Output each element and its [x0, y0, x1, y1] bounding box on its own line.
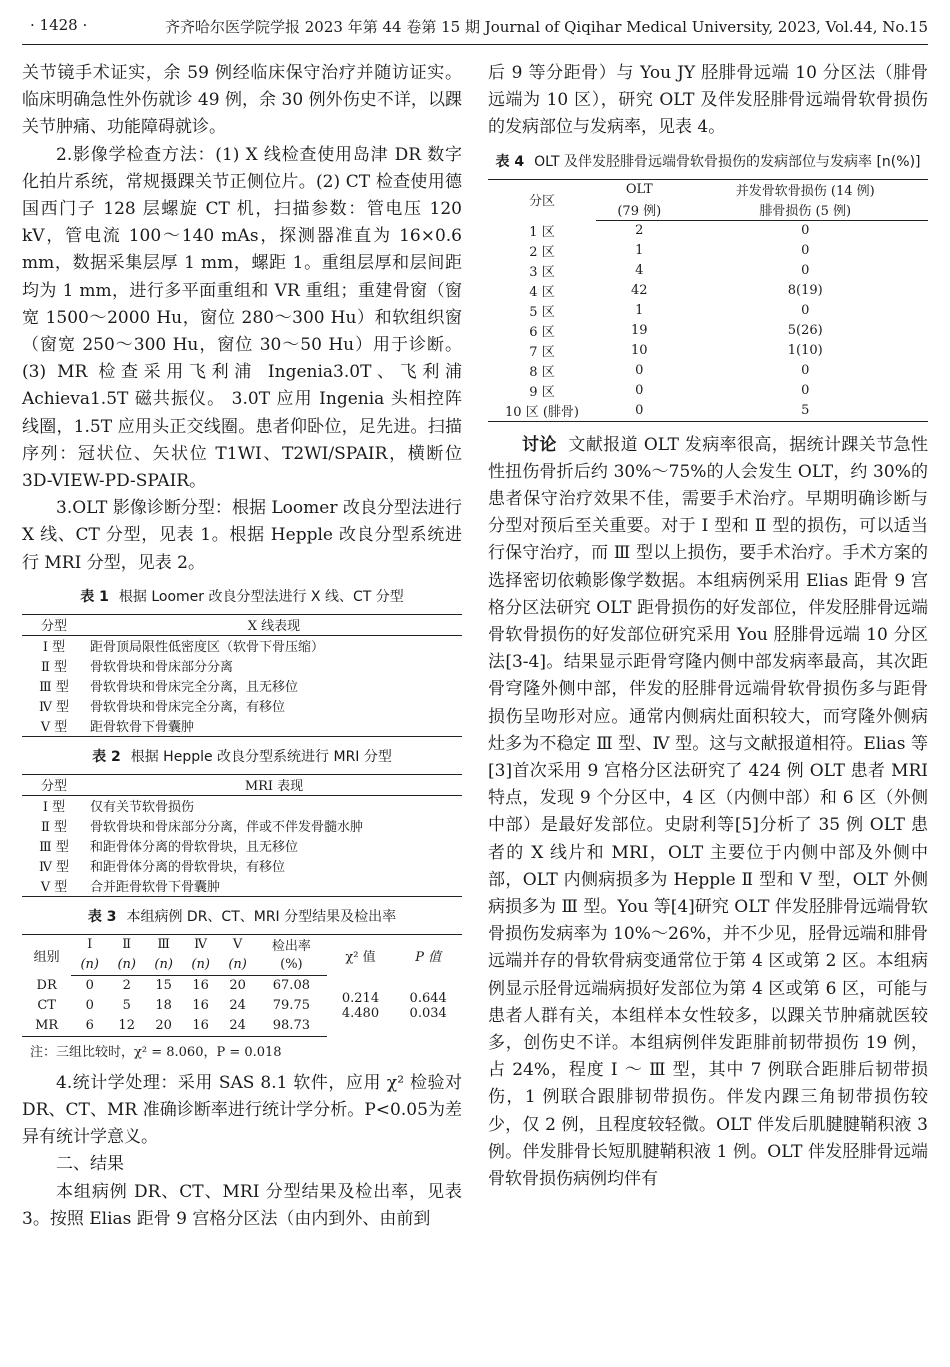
table-row: Ⅴ 型 合并距骨软骨下骨囊肿	[22, 876, 462, 897]
table1	[22, 614, 462, 737]
table-row: 1 区 2 0	[529, 223, 810, 240]
paragraph: 4.统计学处理：采用 SAS 8.1 软件，应用 χ² 检验对 DR、CT、MR 准确诊断率进行统计学分析。P<0.05为差异有统计学意义。	[22, 1072, 462, 1148]
table-row: Ⅱ 型 骨软骨块和骨床部分分离	[41, 660, 234, 676]
right-column	[488, 60, 928, 1193]
table3-caption: 表 3 本组病例 DR、CT、MRI 分型结果及检出率	[87, 908, 397, 925]
table-row: 7 区 10 1(10)	[529, 343, 823, 361]
table-row: 10 区 (腓骨) 0 5	[488, 401, 928, 422]
left-column	[22, 60, 462, 1233]
table4-caption: 表 4 OLT 及伴发胫腓骨远端骨软骨损伤的发病部位与发病率 [n(%)]	[495, 153, 921, 170]
table-row: 6 区 19 5(26)	[529, 323, 823, 341]
table-row: Ⅲ 型 骨软骨块和骨床完全分离，且无移位	[39, 680, 299, 696]
table-row: MR 6 12 20 16 24 98.73	[22, 1016, 462, 1037]
table3-note: 注：三组比较时，χ² = 8.060，P = 0.018	[30, 1044, 282, 1060]
table-row: CT 0 5 18 16 24 79.75	[37, 998, 310, 1014]
table-row: 8 区 0 0	[529, 363, 810, 381]
table4: 分区 OLT 并发骨软骨损伤 (14 例) (79 例) 腓骨损伤 (5 例) 1 区 2 0 2 区 1 0 3 区 4 0 4 区 42 8(19) 5 区 1 0 6 区 19 5(26) 7 区 10 1(10) 8 区 0 0 9 区 0 0 10 区 (腓骨) 0 5	[488, 179, 928, 422]
table-header: MRI 表现	[86, 774, 462, 795]
table-row: Ⅰ 型 距骨顶局限性低密度区（软骨下骨压缩）	[42, 640, 325, 656]
table-row: Ⅲ 型 和距骨体分离的骨软骨块，且无移位	[39, 840, 299, 856]
table-row: Ⅰ 型 仅有关节软骨损伤	[42, 800, 195, 816]
paragraph: 本组病例 DR、CT、MRI 分型结果及检出率，见表 3。按照 Elias 距骨 9 宫格分区法（由内到外、由前到	[22, 1181, 462, 1229]
paragraph: 后 9 等分距骨）与 You JY 胫腓骨远端 10 分区法（腓骨远端为 10 区），研究 OLT 及伴发胫腓骨远端骨软骨损伤的发病部位与发病率，见表 4。	[488, 63, 928, 138]
table3: 组别 Ⅰ Ⅱ Ⅲ Ⅳ Ⅴ 检出率 χ² 值 P 值 (n) (n) (n) (n) (n) (%) DR 0 2 15 16 20 67.08 0.214 4.480 0.644 0.034 CT 0 5 18 16 24 79.75 MR 6 12 20 16 24 98.73	[22, 934, 462, 1037]
table2-caption: 表 2 根据 Hepple 改良分型系统进行 MRI 分型	[92, 748, 392, 765]
table-row: Ⅴ 型 距骨软骨下骨囊肿	[22, 716, 462, 737]
table-row: 5 区 1 0	[529, 303, 810, 321]
table-row: 9 区 0 0	[529, 383, 810, 401]
table-row: 4 区 42 8(19)	[529, 283, 823, 301]
section-heading: 二、结果	[56, 1154, 124, 1175]
table-header: 分型	[22, 774, 86, 795]
table-header: X 线表现	[86, 614, 462, 635]
paragraph: 2.影像学检查方法：(1) X 线检查使用岛津 DR 数字化拍片系统，常规摄踝关节正侧位片。(2) CT 检查使用德国西门子 128 层螺旋 CT 机，扫描参数：管电压 120 kV，管电流 100～140 mAs，探测器准直为 16×0.6 mm，数据采集层厚 1 mm，螺距 1。重组层厚和层间距均为 1 mm，进行多平面重组和 VR 重组；重建骨窗（窗宽 1500～2000 Hu，窗位 280～300 Hu）和软组织窗（窗宽 250～300 Hu，窗位 30～50 Hu）用于诊断。(3) MR 检查采用飞利浦 Ingenia3.0T、飞利浦 Achieva1.5T 磁共振仪。 3.0T 应用 Ingenia 头相控阵线圈，1.5T 应用头正交线圈。患者仰卧位，足先进。扫描序列：冠状位、矢状位 T1WI、T2WI/SPAIR，横断位 3D-VIEW-PD-SPAIR。	[22, 144, 462, 492]
journal-title: 齐齐哈尔医学院学报 2023 年第 44 卷第 15 期 Journal of Qiqihar Medical University, 2023, Vol.44, No.15	[165, 18, 928, 36]
table-row: 2 区 1 0	[529, 243, 810, 261]
table1-caption: 表 1 根据 Loomer 改良分型法进行 X 线、CT 分型	[80, 588, 404, 605]
table-header: 分型	[22, 614, 86, 635]
table-row: Ⅱ 型 骨软骨块和骨床部分分离，伴或不伴发骨髓水肿	[41, 820, 364, 836]
page-number: · 1428 ·	[30, 16, 88, 34]
table-row: DR 0 2 15 16 20 67.08 0.214 4.480 0.644 0.034	[36, 978, 447, 1021]
discussion-text: 文献报道 OLT 发病率很高，据统计踝关节急性性扭伤骨折后约 30%～75%的人会发生 OLT，约 30%的患者保守治疗效果不佳，需要手术治疗。早期明确诊断与分型对预后至关重要。对于 Ⅰ 型和 Ⅱ 型的损伤，可以适当行保守治疗，而 Ⅲ 型以上损伤，要手术治疗。手术方案的选择密切依赖影像学数据。本组病例采用 Elias 距骨 9 宫格分区法研究 OLT 距骨损伤的好发部位，伴发胫腓骨远端骨软骨损伤的好发部位研究采用 You 胫腓骨远端 10 分区法[3-4]。结果显示距骨穹隆内侧中部发病率最高，其次距骨穹隆外侧中部，伴发的胫腓骨远端骨软骨损伤多与距骨损伤呈吻形对应。通常内侧病灶面积较大，而穹隆外侧病灶多为不稳定 Ⅲ 型、Ⅳ 型。这与文献报道相符。Elias 等[3]首次采用 9 宫格分区法研究了 424 例 OLT 患者 MRI 特点，发现 9 个分区中，4 区（内侧中部）和 6 区（外侧中部）是最好发部位。史尉利等[5]分析了 35 例 OLT 患者的 X 线片和 MRI，OLT 主要位于内侧中部及外侧中部，OLT 内侧病损多为 Hepple Ⅱ 型和 Ⅴ 型，OLT 外侧病损多为 Ⅲ 型。You 等[4]研究 OLT 伴发胫腓骨远端骨软骨损伤发病率为 10%～26%，并不少见，胫骨远端和腓骨远端并存的骨软骨病变通常位于第 4 区或第 2 区。本组病例显示胫骨远端病损好发部位为第 4 区或第 6 区，可能与患者人群有关，本组样本女性较多，以踝关节肿痛就医较多，创伤史不详。本组病例伴发距腓前韧带损伤 19 例，占 24%，程度 Ⅰ ～ Ⅲ 型，其中 7 例联合距腓后韧带损伤，1 例联合跟腓韧带损伤。伴发内踝三角韧带损伤较少，仅 2 例，且程度较轻微。OLT 伴发后肌腱腱鞘积液 3 例。伴发腓骨长短肌腱鞘积液 1 例。OLT 伴发胫腓骨远端骨软骨损伤病例均伴有	[488, 434, 928, 1190]
table2	[22, 774, 462, 897]
page-header	[22, 14, 928, 45]
paragraph: 3.OLT 影像诊断分型：根据 Loomer 改良分型法进行 X 线、CT 分型，见表 1。根据 Hepple 改良分型系统进行 MRI 分型，见表 2。	[22, 498, 462, 573]
discussion-paragraph	[488, 432, 928, 1194]
discussion-heading: 讨论	[522, 434, 557, 455]
table-row: 3 区 4 0	[529, 263, 810, 281]
table-row: Ⅳ 型 骨软骨块和骨床完全分离，有移位	[38, 700, 286, 716]
table-header: 组别	[22, 934, 71, 975]
paragraph: 关节镜手术证实，余 59 例经临床保守治疗并随访证实。临床明确急性外伤就诊 49 例，余 30 例外伤史不详，以踝关节肿痛、功能障碍就诊。	[22, 63, 462, 138]
table-row: Ⅳ 型 和距骨体分离的骨软骨块，有移位	[38, 860, 286, 876]
